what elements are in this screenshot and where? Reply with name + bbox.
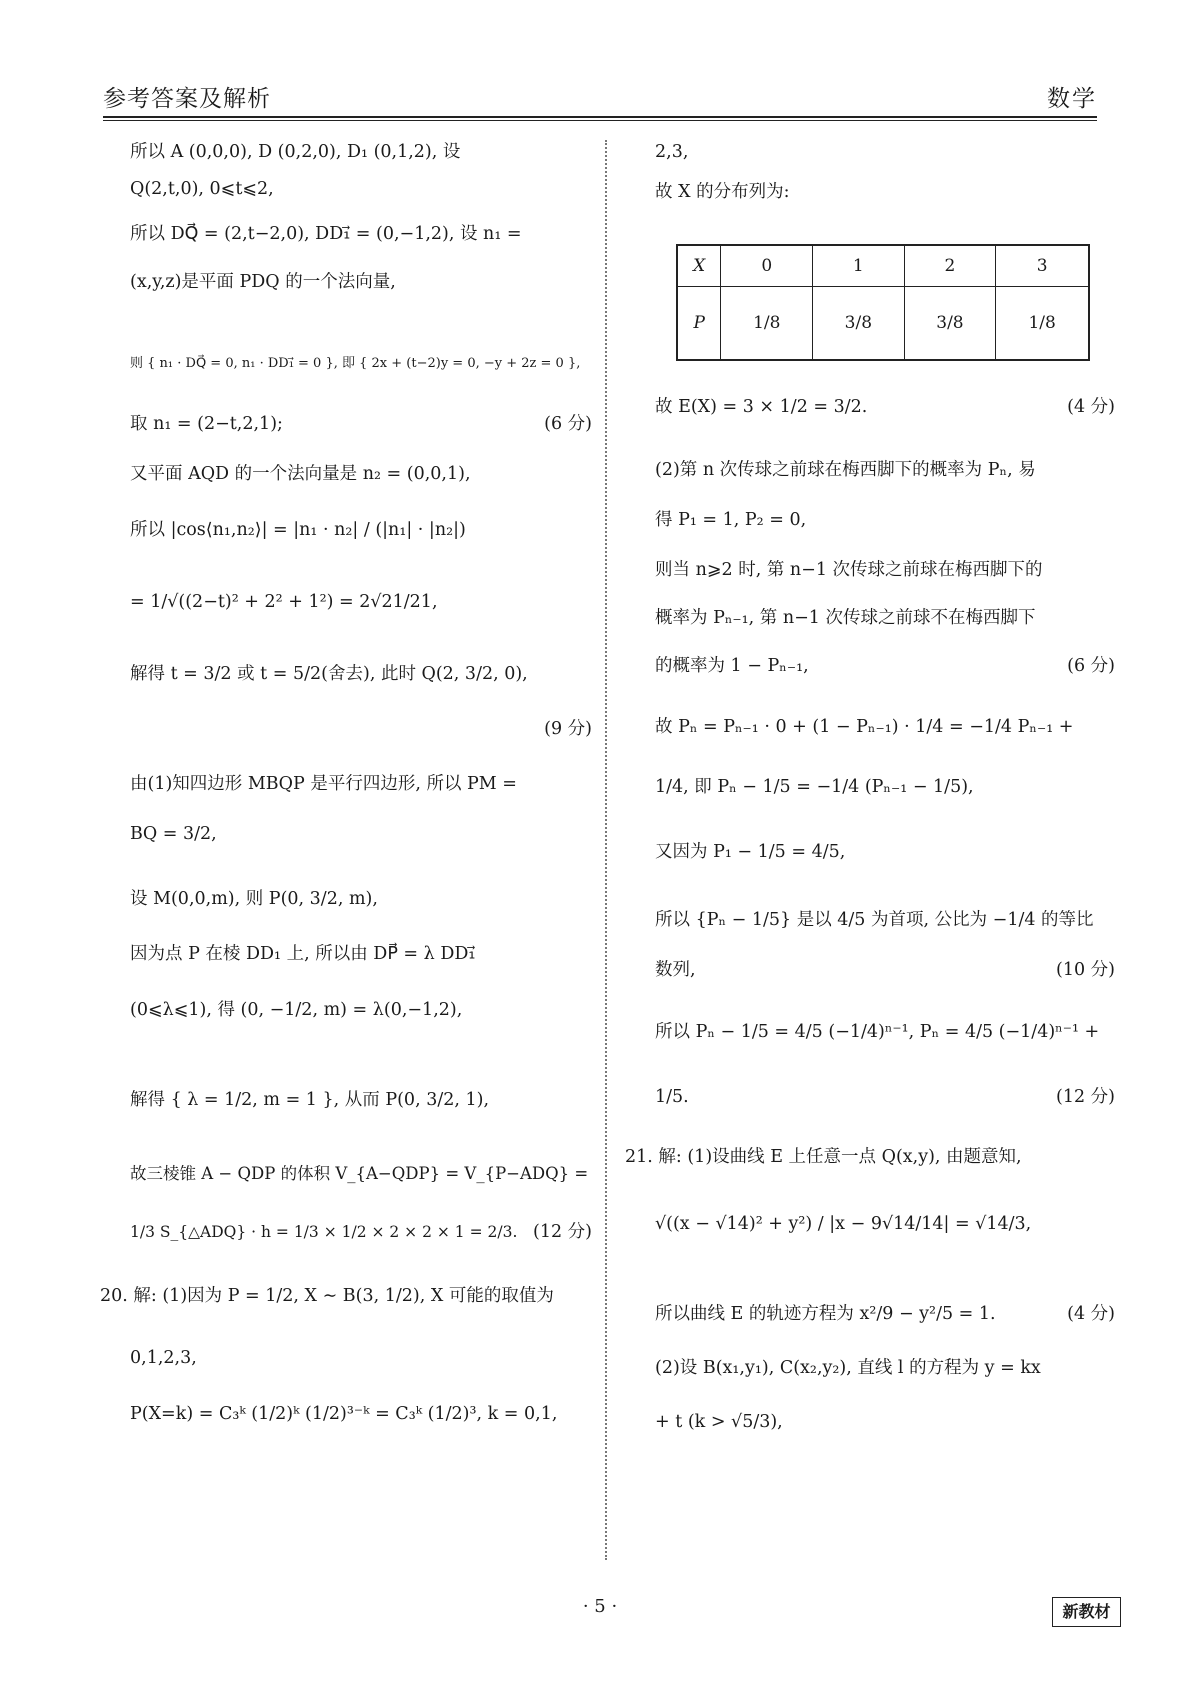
text-line: 故 E(X) = 3 × 1/2 = 3/2. (4 分) — [655, 395, 1115, 420]
text-line: 得 P₁ = 1, P₂ = 0, — [655, 510, 807, 530]
text-line: Q(2,t,0), 0⩽t⩽2, — [130, 179, 274, 199]
table-cell: 1/8 — [721, 286, 813, 360]
text-line: 所以 A (0,0,0), D (0,2,0), D₁ (0,1,2), 设 — [130, 142, 461, 162]
distribution-table — [676, 244, 1090, 361]
text-line: 0,1,2,3, — [130, 1348, 197, 1368]
header-title: 参考答案及解析 — [103, 86, 271, 112]
text-line: (2)第 n 次传球之前球在梅西脚下的概率为 Pₙ, 易 — [655, 460, 1036, 480]
text-line: 设 M(0,0,m), 则 P(0, 3/2, m), — [130, 889, 378, 909]
page-header — [103, 72, 1097, 112]
text-line: 数列, (10 分) — [655, 958, 1115, 983]
formula-line: + t (k > √5/3), — [655, 1412, 783, 1432]
score-mark: (10 分) — [1056, 960, 1115, 980]
table-cell: X — [677, 245, 721, 286]
score-mark: (4 分) — [1067, 1304, 1115, 1324]
equation-system: 解得 { λ = 1/2, m = 1 }, 从而 P(0, 3/2, 1), — [130, 1090, 490, 1110]
table-row — [677, 245, 1089, 286]
score-mark: (6 分) — [544, 414, 592, 434]
text-line: 所以 DQ⃗ = (2,t−2,0), DD₁⃗ = (0,−1,2), 设 n₁ = — [130, 224, 522, 244]
formula-line: 所以 {Pₙ − 1/5} 是以 4/5 为首项, 公比为 −1/4 的等比 — [655, 910, 1094, 930]
text-line: 因为点 P 在棱 DD₁ 上, 所以由 DP⃗ = λ DD₁⃗ — [130, 944, 476, 964]
formula-line: √((x − √14)² + y²) / |x − 9√14/14| = √14/3, — [655, 1214, 1032, 1234]
equation-system: 则 { n₁ · DQ⃗ = 0, n₁ · DD₁⃗ = 0 }, 即 { 2x + (t−2)y = 0, −y + 2z = 0 }, — [130, 356, 581, 371]
header-rule-thin — [103, 120, 1097, 121]
question-20: 20. 解: (1)因为 P = 1/2, X ∼ B(3, 1/2), X 可能的取值为 — [100, 1286, 554, 1306]
text-line: 取 n₁ = (2−t,2,1); (6 分) — [130, 412, 592, 437]
header-subject: 数学 — [1047, 86, 1097, 112]
table-cell: 1 — [813, 245, 905, 286]
text-line: 故三棱锥 A − QDP 的体积 V_{A−QDP} = V_{P−ADQ} = — [130, 1164, 589, 1183]
text-line: (x,y,z)是平面 PDQ 的一个法向量, — [130, 272, 396, 292]
text-line: 2,3, — [655, 142, 689, 162]
question-21: 21. 解: (1)设曲线 E 上任意一点 Q(x,y), 由题意知, — [625, 1147, 1022, 1167]
text-line: 故 X 的分布列为: — [655, 182, 790, 202]
table-cell: 3 — [996, 245, 1089, 286]
text-line: (2)设 B(x₁,y₁), C(x₂,y₂), 直线 l 的方程为 y = kx — [655, 1358, 1041, 1378]
score-mark: (9 分) — [544, 719, 592, 739]
score-mark: (12 分) — [533, 1222, 592, 1242]
text-line: 1/3 S_{△ADQ} · h = 1/3 × 1/2 × 2 × 2 × 1 = 2/3. (12 分) — [130, 1220, 592, 1245]
text-line: 的概率为 1 − Pₙ₋₁, (6 分) — [655, 654, 1115, 679]
formula-line: 所以 Pₙ − 1/5 = 4/5 (−1/4)ⁿ⁻¹, Pₙ = 4/5 (−1/4)ⁿ⁻¹ + — [655, 1022, 1100, 1042]
text-line: 由(1)知四边形 MBQP 是平行四边形, 所以 PM = — [130, 774, 517, 794]
text-line: (0⩽λ⩽1), 得 (0, −1/2, m) = λ(0,−1,2), — [130, 1000, 463, 1020]
table-row — [677, 286, 1089, 360]
text-line: 则当 n⩾2 时, 第 n−1 次传球之前球在梅西脚下的 — [655, 560, 1043, 580]
formula-line: 又因为 P₁ − 1/5 = 4/5, — [655, 842, 846, 862]
formula-line: 所以 |cos⟨n₁,n₂⟩| = |n₁ · n₂| / (|n₁| · |n₂|) — [130, 520, 466, 540]
score-mark: (6 分) — [1067, 656, 1115, 676]
header-rule — [103, 116, 1097, 118]
page-number: · 5 · — [582, 1596, 618, 1617]
text-line: 概率为 Pₙ₋₁, 第 n−1 次传球之前球不在梅西脚下 — [655, 608, 1036, 628]
text-line: 所以曲线 E 的轨迹方程为 x²/9 − y²/5 = 1. (4 分) — [655, 1302, 1115, 1327]
table-cell: 0 — [721, 245, 813, 286]
column-divider — [605, 140, 607, 1560]
text-line: 解得 t = 3/2 或 t = 5/2(舍去), 此时 Q(2, 3/2, 0), — [130, 664, 528, 684]
text-line: BQ = 3/2, — [130, 824, 217, 844]
edition-badge: 新教材 — [1052, 1597, 1121, 1627]
table-cell: 3/8 — [904, 286, 996, 360]
score-mark: (4 分) — [1067, 397, 1115, 417]
formula-line: = 1/√((2−t)² + 2² + 1²) = 2√21/21, — [130, 592, 438, 612]
table-cell: 1/8 — [996, 286, 1089, 360]
score-mark: (12 分) — [1056, 1087, 1115, 1107]
table-cell: 3/8 — [813, 286, 905, 360]
formula-line: P(X=k) = C₃ᵏ (1/2)ᵏ (1/2)³⁻ᵏ = C₃ᵏ (1/2)³, k = 0,1, — [130, 1404, 558, 1424]
formula-line: 1/4, 即 Pₙ − 1/5 = −1/4 (Pₙ₋₁ − 1/5), — [655, 777, 974, 797]
table-cell: 2 — [904, 245, 996, 286]
table-cell: P — [677, 286, 721, 360]
text-line: 1/5. (12 分) — [655, 1085, 1115, 1110]
text-line: 又平面 AQD 的一个法向量是 n₂ = (0,0,1), — [130, 464, 471, 484]
formula-line: 故 Pₙ = Pₙ₋₁ · 0 + (1 − Pₙ₋₁) · 1/4 = −1/4 Pₙ₋₁ + — [655, 717, 1074, 737]
text-line — [130, 717, 592, 742]
